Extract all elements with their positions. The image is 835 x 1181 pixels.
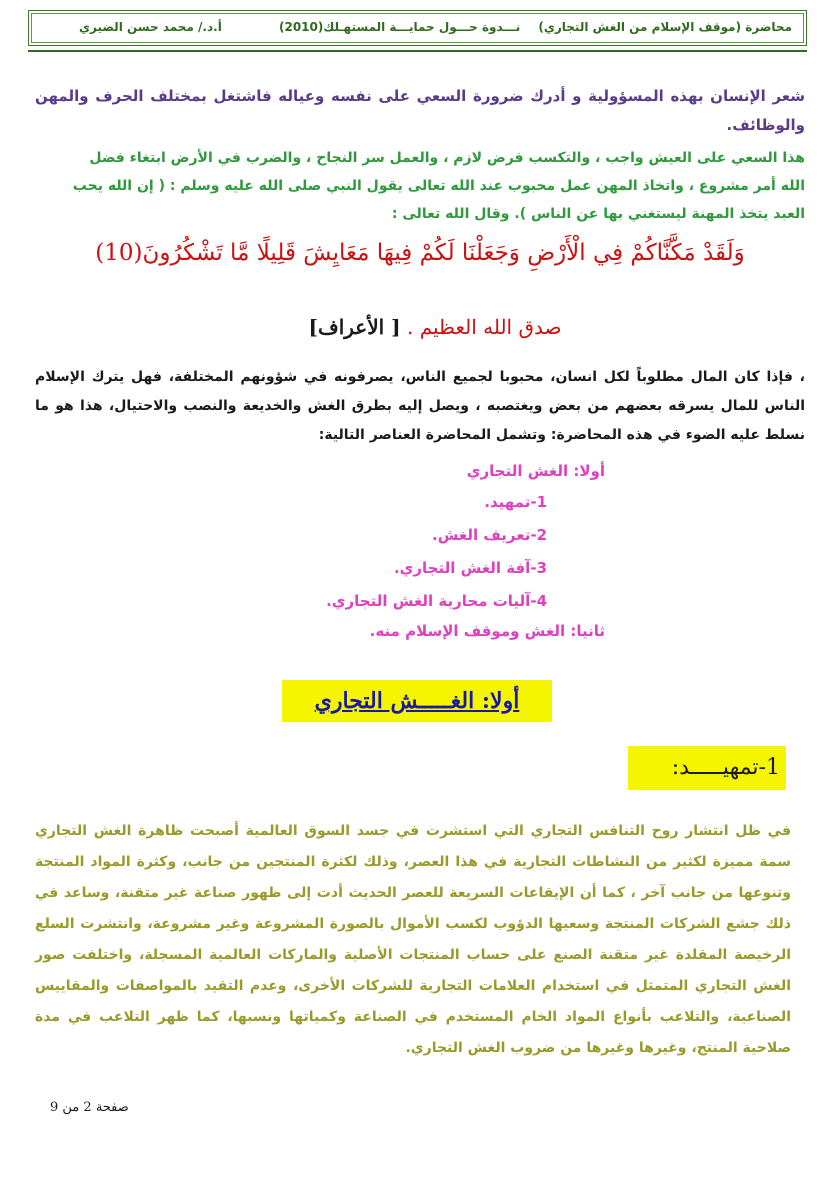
intro-paragraph: شعر الإنسان بهذه المسؤولية و أدرك ضرورة السعي على نفسه وعياله فاشتغل بمختلف الحرف والمهن والوظائف. [35,87,805,134]
header-author: أ.د./ محمد حسن الضيري [79,20,222,34]
outline-part-1: أولا: الغش التجاري [466,462,605,480]
header-lecture-title: محاضرة (موقف الإسلام من الغش التجاري) [538,20,792,34]
header-symposium: نـــدوة حـــول حمايـــة المستهـلك(2010) [279,20,521,34]
header-rule [28,50,807,52]
surah-reference: [ الأعراف] [308,315,401,339]
quran-verse: وَلَقَدْ مَكَّنَّاكُمْ فِي الْأَرْضِ وَجَعَلْنَا لَكُمْ فِيهَا مَعَايِشَ قَلِيلًا مَّا تَشْكُرُونَ(10) [95,240,745,266]
subsection-title: 1-تمهيـــــد: [628,746,786,790]
outline-item-4: 4-آليات محاربة الغش التجاري. [326,592,547,610]
section-title: أولا: الغـــــش التجاري [282,680,552,722]
body-paragraph: ، فإذا كان المال مطلوباً لكل انسان، محبوبا لجميع الناس، يصرفونه في شؤونهم المختلفة، فهل يترك الإسلام الناس للمال يسرقه بعضهم من بعض ويغتصبه ، ويصل إليه بطرق الغش والخديعة والنصب والاحتيال، هذا هو ما نسلط عليه الضوء في هذه المحاضرة: وتشمل المحاضرة العناصر التالية: [35,369,805,443]
intro-section-paragraph: في ظل انتشار روح التنافس التجاري التي استشرت في جسد السوق العالمية أصبحت ظاهرة الغش التجاري سمة مميزة لكثير من النشاطات التجارية في هذا العصر، وذلك لكثرة المنتجين من جانب، وكثرة المواد المنتجة وتنوعها من جانب آخر ، كما أن الإيقاعات السريعة للعصر الحديث أدت إلى ظهور صناعة غير متقنة، وساعد في ذلك جشع الشركات المنتجة وسعيها الدؤوب لكسب الأموال بالصورة المشروعة وغير مشروعة، وانتشرت السلع الرخيصة المقلدة غير متقنة الصنع على حساب المنتجات الأصلية والماركات العالمية المسجلة، واختلفت صور الغش التجاري المتمثل في استخدام العلامات التجارية للشركات الأخرى، وعدم التقيد بالمواصفات والمقاييس الصناعية، والتلاعب بأنواع المواد الخام المستخدم في الصناعة وكمياتها ونسبها، كما ظهر التلاعب في مدة صلاحية المنتج، وغيرها وغيرها من ضروب الغش التجاري. [35,823,791,1056]
page-header [28,10,807,46]
verse-closing [285,315,585,339]
intro-green-line-3: العبد يتخذ المهنة ليستغني بها عن الناس ). وقال الله تعالى : [391,206,805,222]
sadaqa-text: صدق الله العظيم . [406,315,562,339]
outline-item-3: 3-آفة الغش التجاري. [393,559,547,577]
outline-part-2: ثانيا: الغش وموقف الإسلام منه. [369,622,605,640]
outline-item-1: 1-تمهيد. [484,493,547,511]
intro-green-line-2: الله أمر مشروع ، واتخاذ المهن عمل محبوب عند الله تعالى يقول النبي صلى الله عليه وسلم : ( إن الله يحب [72,178,805,194]
outline-item-2: 2-تعريف الغش. [432,526,547,544]
page-number: صفحة 2 من 9 [50,1100,129,1115]
intro-green-line-1: هذا السعي على العيش واجب ، والتكسب فرض لازم ، والعمل سر النجاح ، والضرب في الأرض ابتغاء فضل [89,150,805,166]
